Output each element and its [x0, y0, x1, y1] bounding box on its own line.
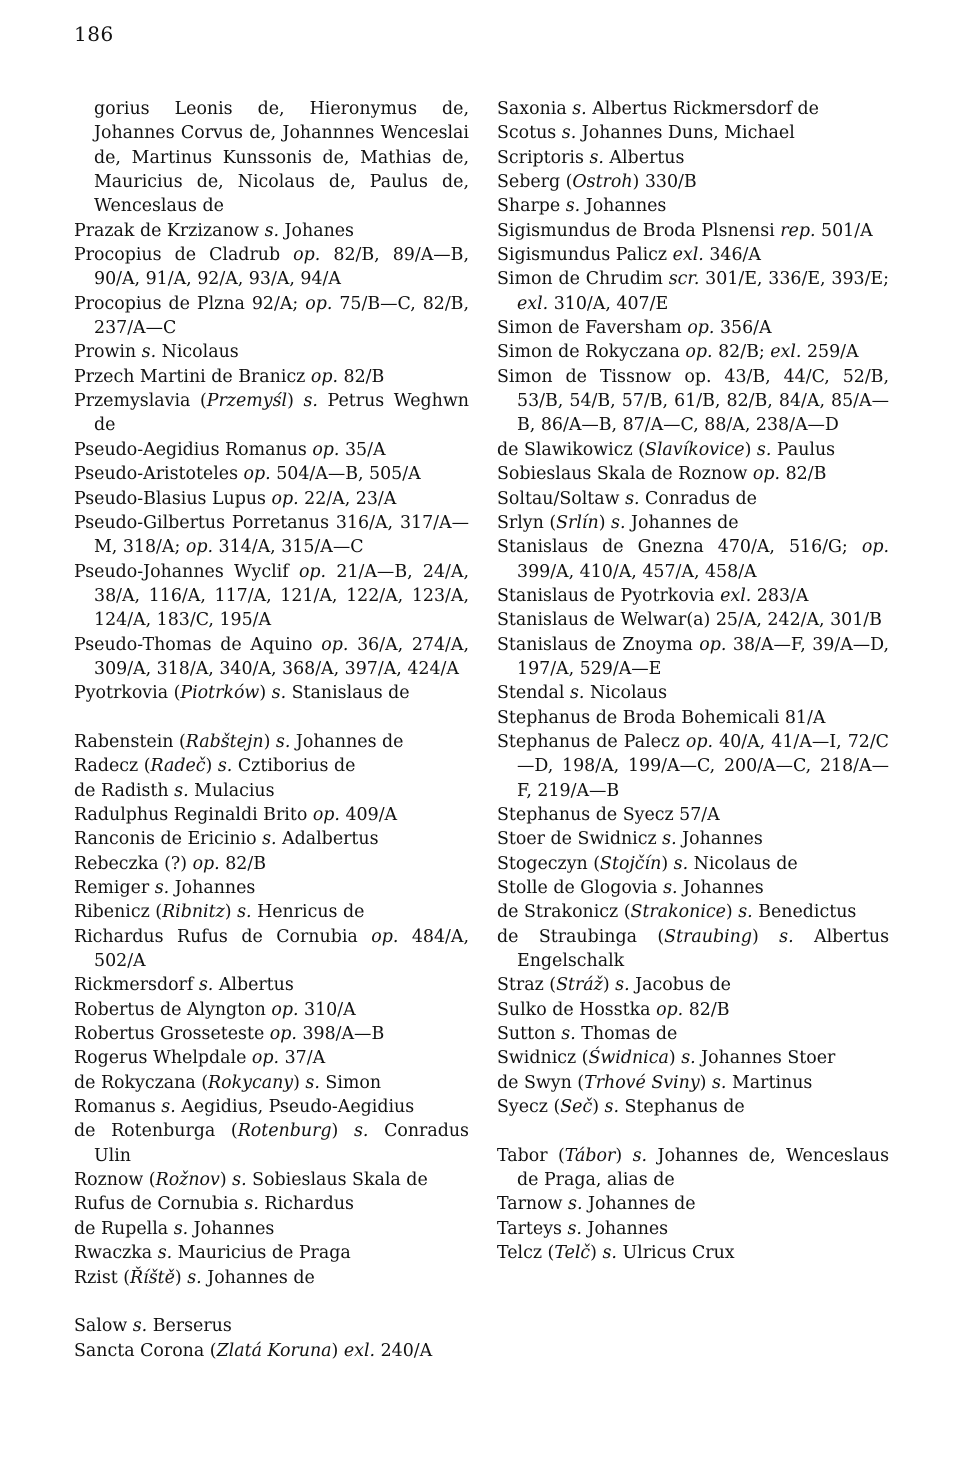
index-entry: Rabenstein (Rabštejn) s. Johannes de: [74, 731, 404, 752]
index-entry: Stendal s. Nicolaus: [497, 683, 668, 704]
index-entry: Scotus s. Johannes Duns, Michael: [497, 123, 795, 144]
index-entry: Sigismundus de Broda Plsnensi rep. 501/A: [497, 220, 873, 241]
index-entry: Stanislaus de Znoyma op. 38/A—F, 39/A—D, 197/A, 529/A—E: [497, 634, 889, 679]
index-entry: Rzist (Říště) s. Johannes de: [74, 1267, 315, 1288]
index-entry: Sancta Corona (Zlatá Koruna) exl. 240/A: [74, 1340, 433, 1361]
index-entry: Scriptoris s. Albertus: [497, 147, 685, 168]
index-entry: de Swyn (Trhové Sviny) s. Martinus: [497, 1072, 813, 1093]
index-entry: Sharpe s. Johannes: [497, 196, 667, 217]
index-entry: Pseudo-Blasius Lupus op. 22/A, 23/A: [74, 488, 397, 509]
index-entry: Stogeczyn (Stojčín) s. Nicolaus de: [497, 853, 798, 874]
index-entry: de Radisth s. Mulacius: [74, 780, 275, 801]
index-entry: Stoer de Swidnicz s. Johannes: [497, 829, 763, 850]
index-entry: Rebeczka (?) op. 82/B: [74, 853, 267, 874]
index-entry: Pseudo-Aristoteles op. 504/A—B, 505/A: [74, 464, 421, 485]
index-entry: de Straubinga (Straubing) s. Albertus Engelschalk: [497, 926, 889, 972]
index-entry: Ranconis de Ericinio s. Adalbertus: [74, 829, 379, 850]
index-entry: Robertus de Alyngton op. 310/A: [74, 999, 356, 1020]
index-entry: de Rotenburga (Rotenburg) s. Conradus Ulin: [74, 1121, 469, 1166]
index-entry: Procopius de Cladrub op. 82/B, 89/A—B, 90/A, 91/A, 92/A, 93/A, 94/A: [74, 245, 469, 290]
index-entry: Richardus Rufus de Cornubia op. 484/A, 502/A: [74, 926, 469, 972]
index-entry: Sulko de Hosstka op. 82/B: [497, 999, 730, 1020]
index-entry: Swidnicz (Świdnica) s. Johannes Stoer: [497, 1048, 836, 1069]
index-entry: Srlyn (Srlín) s. Johannes de: [497, 512, 739, 533]
index-entry: Rickmersdorf s. Albertus: [74, 975, 294, 996]
index-entry: Seberg (Ostroh) 330/B: [497, 172, 697, 193]
index-entry: Sutton s. Thomas de: [497, 1024, 678, 1045]
index-entry: Pseudo-Johannes Wyclif op. 21/A—B, 24/A, 38/A, 116/A, 117/A, 121/A, 122/A, 123/A, 124/A, 183/C, 195/A: [74, 561, 469, 631]
index-entry: Rogerus Whelpdale op. 37/A: [74, 1048, 326, 1069]
index-entry: de Strakonicz (Strakonice) s. Benedictus: [497, 902, 857, 923]
index-entry: Sobieslaus Skala de Roznow op. 82/B: [497, 464, 827, 485]
index-entry: Simon de Faversham op. 356/A: [497, 318, 772, 339]
index-entry: Tarnow s. Johannes de: [497, 1194, 696, 1215]
page-number: 186: [74, 22, 114, 46]
index-entry: Prowin s. Nicolaus: [74, 342, 239, 363]
index-entry-continuation: gorius Leonis de, Hieronymus de, Johannes Corvus de, Johannnes Wenceslai de, Martinus Kunssonis de, Mathias de, Mauricius de, Nicolaus de, Paulus de, Wenceslaus de: [94, 99, 469, 217]
index-entry: Pseudo-Aegidius Romanus op. 35/A: [74, 439, 386, 460]
index-entry: Rwaczka s. Mauricius de Praga: [74, 1243, 351, 1264]
index-entry: Straz (Stráž) s. Jacobus de: [497, 975, 731, 996]
index-column-left: [74, 97, 469, 1363]
index-entry: Stephanus de Palecz op. 40/A, 41/A—I, 72/C—D, 198/A, 199/A—C, 200/A—C, 218/A—F, 219/A—B: [497, 731, 889, 801]
index-entry: Stanislaus de Welwar(a) 25/A, 242/A, 301/B: [497, 610, 882, 631]
index-entry: Stanislaus de Pyotrkovia exl. 283/A: [497, 585, 809, 606]
letter-section-gap: [74, 706, 469, 730]
index-entry: Stephanus de Broda Bohemicali 81/A: [497, 707, 826, 728]
index-entry: Salow s. Berserus: [74, 1316, 232, 1337]
letter-section-gap: [497, 1119, 889, 1143]
index-entry: Tarteys s. Johannes: [497, 1218, 669, 1239]
index-column-right: [497, 97, 889, 1266]
index-entry: Ribenicz (Ribnitz) s. Henricus de: [74, 902, 365, 923]
index-entry: Pseudo-Gilbertus Porretanus 316/A, 317/A—M, 318/A; op. 314/A, 315/A—C: [74, 512, 469, 558]
index-entry: Przemyslavia (Przemyśl) s. Petrus Weghwn de: [74, 391, 469, 436]
index-entry: Simon de Rokyczana op. 82/B; exl. 259/A: [497, 342, 859, 363]
index-entry: Roznow (Rožnov) s. Sobieslaus Skala de: [74, 1170, 428, 1191]
index-entry: Procopius de Plzna 92/A; op. 75/B—C, 82/B, 237/A—C: [74, 293, 469, 339]
index-entry: Stephanus de Syecz 57/A: [497, 804, 720, 825]
index-entry: Remiger s. Johannes: [74, 878, 256, 898]
index-entry: Robertus Grosseteste op. 398/A—B: [74, 1024, 385, 1045]
index-entry: de Rokyczana (Rokycany) s. Simon: [74, 1072, 382, 1093]
index-entry: Rufus de Cornubia s. Richardus: [74, 1194, 354, 1215]
index-entry: Soltau/Soltaw s. Conradus de: [497, 488, 757, 509]
index-entry: Sigismundus Palicz exl. 346/A: [497, 245, 761, 266]
letter-section-gap: [74, 1290, 469, 1314]
index-entry: Radecz (Radeč) s. Cztiborius de: [74, 756, 356, 777]
index-entry: Telcz (Telč) s. Ulricus Crux: [497, 1243, 735, 1264]
index-entry: Syecz (Seč) s. Stephanus de: [497, 1097, 745, 1118]
index-entry: de Rupella s. Johannes: [74, 1218, 275, 1239]
index-entry: Stolle de Glogovia s. Johannes: [497, 878, 764, 898]
index-entry: Tabor (Tábor) s. Johannes de, Wenceslaus de Praga, alias de: [497, 1145, 889, 1191]
index-entry: Stanislaus de Gnezna 470/A, 516/G; op. 399/A, 410/A, 457/A, 458/A: [497, 537, 889, 582]
index-entry: Saxonia s. Albertus Rickmersdorf de: [497, 99, 819, 119]
index-entry: Pyotrkovia (Piotrków) s. Stanislaus de: [74, 683, 410, 704]
index-entry: Romanus s. Aegidius, Pseudo-Aegidius: [74, 1097, 415, 1118]
index-entry: Pseudo-Thomas de Aquino op. 36/A, 274/A, 309/A, 318/A, 340/A, 368/A, 397/A, 424/A: [74, 634, 469, 679]
index-entry: de Slawikowicz (Slavíkovice) s. Paulus: [497, 439, 836, 460]
index-entry: Simon de Tissnow op. 43/B, 44/C, 52/B, 53/B, 54/B, 57/B, 61/B, 82/B, 84/A, 85/A—B, 86/A—B, 87/A—C, 88/A, 238/A—D: [497, 366, 889, 436]
index-entry: Radulphus Reginaldi Brito op. 409/A: [74, 804, 398, 825]
index-entry: Simon de Chrudim scr. 301/E, 336/E, 393/E; exl. 310/A, 407/E: [497, 269, 889, 314]
index-entry: Prazak de Krzizanow s. Johanes: [74, 220, 354, 241]
index-entry: Przech Martini de Branicz op. 82/B: [74, 366, 385, 387]
